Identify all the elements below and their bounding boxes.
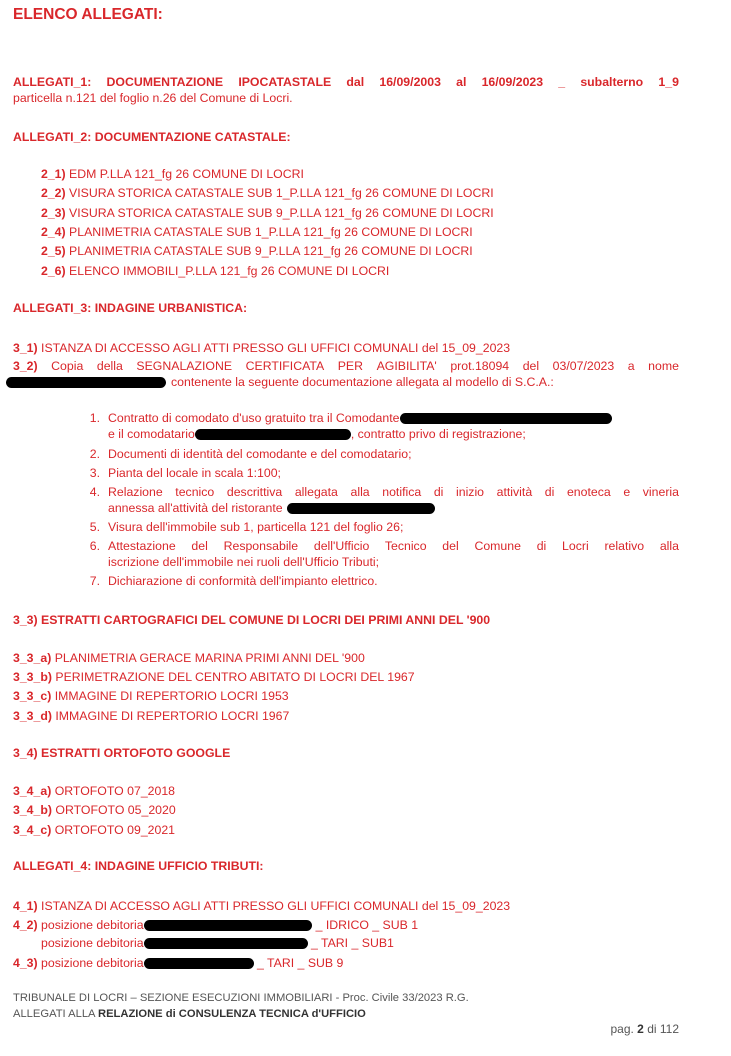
item-4-1: 4_1) ISTANZA DI ACCESSO AGLI ATTI PRESSO GLI UFFICI COMUNALI del 15_09_2023	[13, 899, 511, 913]
allegati-2-item	[41, 243, 473, 259]
section-3-3-heading: 3_3) ESTRATTI CARTOGRAFICI DEL COMUNE DI LOCRI DEI PRIMI ANNI DEL '900	[13, 613, 491, 627]
item-code: 2_1)	[41, 167, 66, 181]
section-3-3-item	[13, 669, 415, 685]
heading-word: al	[456, 75, 467, 89]
item-code: 2_5)	[41, 244, 66, 259]
allegati-3-heading: ALLEGATI_3: INDAGINE URBANISTICA:	[13, 301, 248, 315]
item-4-3: 4_3) posizione debitoria _ TARI _ SUB 9	[13, 956, 344, 970]
item-line: Pianta del locale in scala 1:100;	[108, 466, 281, 480]
item-text	[108, 538, 679, 570]
item-line	[108, 554, 679, 570]
section-3-3-item	[13, 688, 289, 704]
heading-word: 16/09/2003	[379, 75, 441, 89]
allegati-2-item	[41, 224, 473, 240]
section-3-4-item	[13, 783, 175, 799]
item-code: 3_3_b)	[13, 670, 52, 685]
item-line-text: annessa all'attività del ristorante	[108, 501, 283, 515]
item-text: ELENCO IMMOBILI_P.LLA 121_fg 26 COMUNE DI LOCRI	[65, 263, 390, 278]
item-line: Relazione tecnico descrittiva allegata alla notifica di inizio attività di enoteca e vineria	[108, 485, 679, 499]
item-line	[108, 500, 679, 516]
text-word: a	[627, 359, 635, 373]
text-word: prot.18094	[450, 359, 510, 373]
item-text	[108, 519, 679, 535]
item-code: 3_3_c)	[13, 689, 52, 704]
item-text: PLANIMETRIA GERACE MARINA PRIMI ANNI DEL '900	[51, 651, 365, 665]
redaction-bar	[400, 413, 612, 424]
page-title: ELENCO ALLEGATI:	[13, 6, 163, 23]
heading-word: subalterno	[580, 75, 644, 89]
item-number: 1.	[89, 411, 100, 425]
footer-court-line: TRIBUNALE DI LOCRI – SEZIONE ESECUZIONI IMMOBILIARI - Proc. Civile 33/2023 R.G.	[13, 992, 469, 1004]
section-3-3-item	[13, 708, 289, 724]
text-word: SEGNALAZIONE	[136, 359, 233, 373]
item-code: 3_3_a)	[13, 651, 52, 665]
item-number: 7.	[89, 574, 100, 588]
item-code: 2_2)	[41, 186, 66, 201]
item-number: 6.	[89, 539, 100, 553]
text-word: del	[522, 359, 540, 373]
item-code: 3_4_c)	[13, 822, 52, 837]
item-3-2	[13, 358, 679, 374]
item-text	[108, 465, 679, 481]
item-3-2-continuation: contenente la seguente documentazione allegata al modello di S.C.A.:	[6, 374, 554, 390]
heading-word: 16/09/2023	[481, 75, 544, 89]
heading-word: ALLEGATI_1:	[13, 75, 92, 89]
item-text: ORTOFOTO 07_2018	[51, 784, 176, 798]
item-text	[108, 446, 679, 462]
item-code: 3_2)	[13, 359, 38, 373]
heading-word: DOCUMENTAZIONE	[106, 75, 224, 89]
item-text: IMMAGINE DI REPERTORIO LOCRI 1967	[51, 708, 290, 723]
item-text: ORTOFOTO 05_2020	[51, 803, 176, 818]
section-3-4-heading: 3_4) ESTRATTI ORTOFOTO GOOGLE	[13, 746, 231, 760]
item-line	[108, 426, 679, 442]
item-line	[108, 410, 679, 426]
item-text: PLANIMETRIA CATASTALE SUB 9_P.LLA 121_fg 26 COMUNE DI LOCRI	[65, 244, 473, 259]
text-word: CERTIFICATA	[245, 359, 325, 373]
item-number: 2.	[89, 447, 100, 461]
section-3-4-item	[13, 802, 176, 818]
item-line-text: e il comodatario	[108, 427, 195, 441]
item-text: VISURA STORICA CATASTALE SUB 9_P.LLA 121_fg 26 COMUNE DI LOCRI	[65, 205, 494, 220]
item-line: Documenti di identità del comodante e del comodatario;	[108, 447, 412, 461]
heading-word: _	[558, 75, 566, 89]
text-word: PER	[337, 359, 364, 373]
item-text: PLANIMETRIA CATASTALE SUB 1_P.LLA 121_fg 26 COMUNE DI LOCRI	[65, 224, 473, 239]
text-word: della	[96, 359, 123, 373]
item-code: 3_4_b)	[13, 803, 52, 818]
heading-word: IPOCATASTALE	[238, 75, 332, 89]
text-word: Copia	[51, 359, 84, 373]
redaction-bar	[6, 377, 166, 388]
section-3-4-item	[13, 822, 175, 838]
item-number: 5.	[89, 520, 100, 534]
item-text: EDM P.LLA 121_fg 26 COMUNE DI LOCRI	[65, 167, 304, 181]
redaction-bar	[144, 938, 308, 949]
item-3-2-first-line	[13, 358, 679, 374]
allegati-2-item	[41, 166, 304, 182]
item-number: 4.	[89, 485, 100, 499]
item-line: Attestazione del Responsabile dell'Ufficio Tecnico del Comune di Locri relativo alla	[108, 539, 679, 553]
item-4-2: 4_2) posizione debitoria _ IDRICO _ SUB 1	[13, 918, 419, 932]
item-text: ORTOFOTO 09_2021	[51, 822, 176, 837]
page-number: pag. 2 di 112	[610, 1022, 679, 1036]
item-text: IMMAGINE DI REPERTORIO LOCRI 1953	[51, 689, 289, 704]
item-line-text: Contratto di comodato d'uso gratuito tra il Comodante	[108, 411, 400, 425]
allegati-2-item	[41, 205, 494, 221]
item-text	[108, 410, 679, 442]
item-text	[108, 484, 679, 516]
item-3-1: 3_1) ISTANZA DI ACCESSO AGLI ATTI PRESSO GLI UFFICI COMUNALI del 15_09_2023	[13, 341, 511, 355]
item-code: 2_3)	[41, 205, 66, 220]
text-word: nome	[648, 359, 679, 373]
allegati-1-paragraph	[13, 74, 679, 106]
text-word: AGIBILITA'	[376, 359, 437, 373]
item-line-text: , contratto privo di registrazione;	[350, 427, 526, 441]
item-number: 3.	[89, 466, 100, 480]
allegati-2-item	[41, 185, 494, 201]
allegati-4-heading: ALLEGATI_4: INDAGINE UFFICIO TRIBUTI:	[13, 859, 264, 873]
redaction-bar	[287, 503, 435, 514]
allegati-1-heading	[13, 74, 679, 90]
item-code: 2_6)	[41, 263, 66, 278]
item-code: 3_4_a)	[13, 784, 52, 798]
item-text: VISURA STORICA CATASTALE SUB 1_P.LLA 121_fg 26 COMUNE DI LOCRI	[65, 186, 494, 201]
footer-report-line: ALLEGATI ALLA RELAZIONE di CONSULENZA TECNICA d'UFFICIO	[13, 1008, 366, 1020]
item-4-2b: posizione debitoria _ TARI _ SUB1	[41, 936, 394, 950]
text-word: 03/07/2023	[552, 359, 615, 373]
item-text: PERIMETRAZIONE DEL CENTRO ABITATO DI LOCRI DEL 1967	[51, 670, 415, 685]
item-line: Dichiarazione di conformità dell'impianto elettrico.	[108, 574, 378, 588]
item-code: 3_3_d)	[13, 708, 52, 723]
redaction-bar	[144, 958, 254, 969]
allegati-2-heading: ALLEGATI_2: DOCUMENTAZIONE CATASTALE:	[13, 130, 291, 144]
item-line-text: iscrizione dell'immobile nei ruoli dell'Ufficio Tributi;	[108, 555, 380, 569]
heading-word: dal	[346, 75, 365, 89]
redaction-bar	[144, 920, 312, 931]
allegati-2-item	[41, 263, 389, 279]
redaction-bar	[195, 429, 351, 440]
section-3-3-item	[13, 650, 365, 666]
item-code: 2_4)	[41, 224, 66, 239]
heading-word: 1_9	[658, 75, 679, 89]
allegati-1-continuation: particella n.121 del foglio n.26 del Comune di Locri.	[13, 91, 293, 105]
item-line: Visura dell'immobile sub 1, particella 121 del foglio 26;	[108, 520, 404, 534]
item-text	[108, 573, 679, 589]
